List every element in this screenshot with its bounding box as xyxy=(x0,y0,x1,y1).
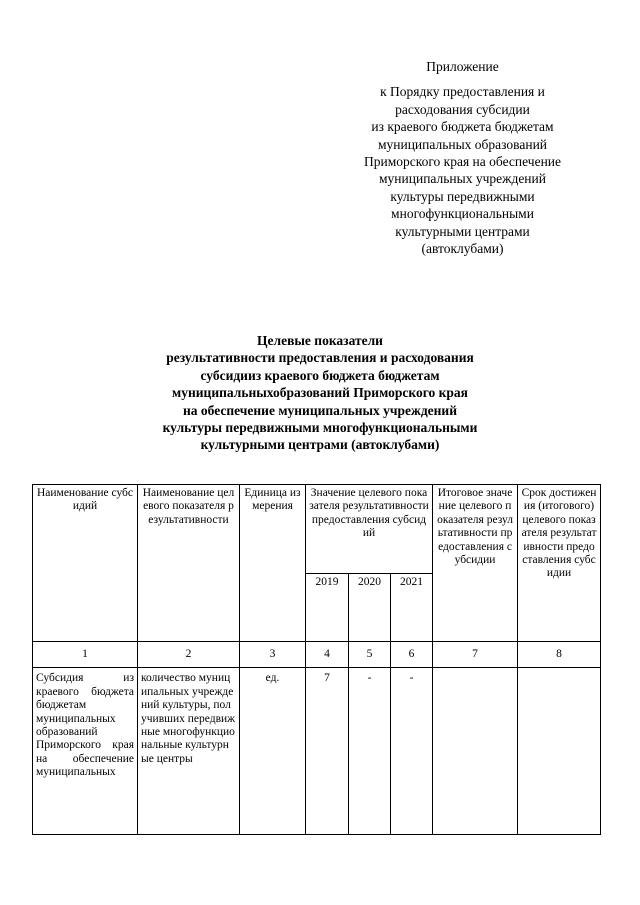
header-year-2019: 2019 xyxy=(306,573,349,641)
header-deadline: Срок достижения (итогового) целевого показателя результативности предоставления субсидии xyxy=(518,485,601,642)
appendix-line: к Порядку предоставления и xyxy=(380,84,545,100)
appendix-line: Приморского края на обеспечение xyxy=(363,154,562,170)
column-number: 3 xyxy=(240,642,306,668)
appendix-line: из краевого бюджета бюджетам xyxy=(371,119,554,135)
document-title xyxy=(110,332,530,454)
cell-subsidy: Субсидия из краевого бюджета бюджетам муниципальных образований Приморского края на обеспечение муниципальных xyxy=(33,668,138,835)
title-line: субсидииз краевого бюджета бюджетам xyxy=(200,367,440,383)
column-numbers-row xyxy=(33,642,601,668)
column-number: 2 xyxy=(138,642,240,668)
title-line: культуры передвижными многофункциональными xyxy=(162,420,478,436)
cell-final-value xyxy=(433,668,518,835)
appendix-block xyxy=(330,58,595,257)
cell-value-2019: 7 xyxy=(306,668,349,835)
appendix-line: муниципальных учреждений xyxy=(379,171,546,187)
column-number: 5 xyxy=(349,642,391,668)
cell-value-2021: - xyxy=(391,668,433,835)
column-number: 7 xyxy=(433,642,518,668)
appendix-line: культурными центрами xyxy=(395,223,530,239)
cell-unit: ед. xyxy=(240,668,306,835)
indicators-table xyxy=(32,484,601,835)
appendix-line: культуры передвижными xyxy=(390,188,535,204)
title-line: муниципальныхобразований Приморского края xyxy=(172,385,468,401)
appendix-line: многофункциональными xyxy=(391,206,534,222)
title-line: на обеспечение муниципальных учреждений xyxy=(182,402,457,418)
header-indicator-name: Наименование целевого показателя результативности xyxy=(138,485,240,642)
column-number: 6 xyxy=(391,642,433,668)
appendix-heading: Приложение xyxy=(426,59,499,74)
title-line: культурными центрами (автоклубами) xyxy=(200,437,440,453)
cell-indicator: количество муниципальных учреждений культуры, получивших передвижные многофункциональные культурные центры xyxy=(138,668,240,835)
header-unit: Единица измерения xyxy=(240,485,306,642)
column-number: 1 xyxy=(33,642,138,668)
cell-value-2020: - xyxy=(349,668,391,835)
header-subsidy-name: Наименование субсидий xyxy=(33,485,138,642)
column-number: 4 xyxy=(306,642,349,668)
appendix-line: (автоклубами) xyxy=(421,241,504,257)
table-row xyxy=(33,668,601,835)
cell-deadline xyxy=(518,668,601,835)
title-line: результативности предоставления и расходования xyxy=(166,350,474,366)
appendix-line: муниципальных образований xyxy=(377,136,548,152)
header-year-2020: 2020 xyxy=(349,573,391,641)
title-line: Целевые показатели xyxy=(257,333,383,348)
column-number: 8 xyxy=(518,642,601,668)
appendix-line: расходования субсидии xyxy=(395,101,530,117)
header-year-2021: 2021 xyxy=(391,573,433,641)
table-header-row xyxy=(33,485,601,574)
header-value-group: Значение целевого показателя результативности предоставления субсидий xyxy=(306,485,433,574)
header-final-value: Итоговое значение целевого показателя результативности предоставления субсидии xyxy=(433,485,518,642)
